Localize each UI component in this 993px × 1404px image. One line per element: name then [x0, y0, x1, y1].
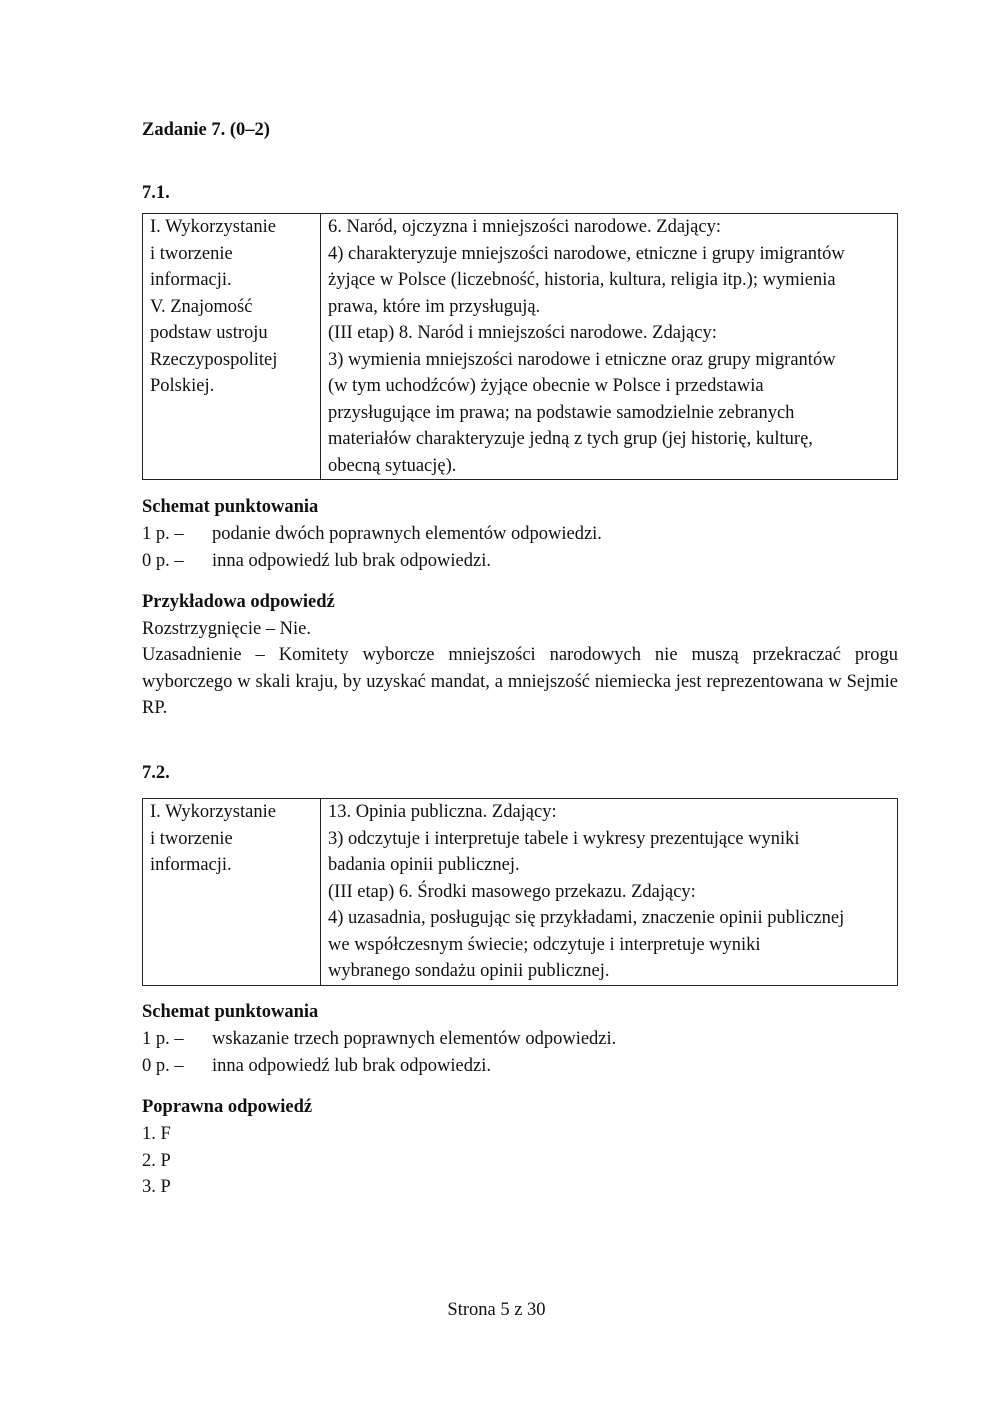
req-line: I. Wykorzystanie	[150, 802, 276, 822]
req-line: i tworzenie	[150, 243, 233, 264]
req-line: 3) odczytuje i interpretuje tabele i wykresy prezentujące wyniki	[328, 828, 800, 849]
scoring-row	[142, 548, 898, 575]
req-line: prawa, które im przysługują.	[328, 296, 541, 317]
scoring-text: wskazanie trzech poprawnych elementów odpowiedzi.	[212, 1029, 617, 1049]
req-line: 4) uzasadnia, posługując się przykładami, znaczenie opinii publicznej	[328, 908, 845, 928]
req-line: Polskiej.	[150, 376, 215, 396]
req-line: materiałów charakteryzuje jedną z tych grup (jej historię, kulturę,	[328, 429, 813, 449]
requirements-table-7-1	[142, 213, 898, 480]
scoring-list	[142, 1026, 898, 1079]
scoring-text: podanie dwóch poprawnych elementów odpowiedzi.	[212, 524, 602, 544]
scoring-row	[142, 521, 898, 548]
req-line: obecną sytuację).	[328, 455, 457, 476]
scoring-text: inna odpowiedź lub brak odpowiedzi.	[212, 550, 491, 571]
answer-heading: Przykładowa odpowiedź	[142, 592, 335, 612]
scoring-points: 1 p. –	[142, 1029, 184, 1049]
requirements-detailed-cell	[321, 799, 898, 986]
requirements-table-7-2	[142, 798, 898, 986]
scoring-heading: Schemat punktowania	[142, 497, 319, 517]
req-line: (III etap) 6. Środki masowego przekazu. Zdający:	[328, 881, 696, 902]
requirements-detailed-cell	[321, 214, 898, 480]
scoring-text: inna odpowiedź lub brak odpowiedzi.	[212, 1055, 491, 1076]
scoring-row	[142, 1026, 898, 1053]
task-title: Zadanie 7. (0–2)	[142, 120, 270, 140]
req-line: informacji.	[150, 270, 232, 290]
req-line: podstaw ustroju	[150, 323, 268, 343]
req-line: i tworzenie	[150, 828, 233, 849]
req-line: przysługujące im prawa; na podstawie samodzielnie zebranych	[328, 402, 795, 423]
scoring-points: 0 p. –	[142, 1055, 184, 1076]
req-line: 4) charakteryzuje mniejszości narodowe, etniczne i grupy imigrantów	[328, 243, 845, 264]
scoring-points: 1 p. –	[142, 524, 184, 544]
req-line: we współczesnym świecie; odczytuje i interpretuje wyniki	[328, 934, 761, 955]
req-line: (w tym uchodźców) żyjące obecnie w Polsce i przedstawia	[328, 376, 764, 396]
scoring-list	[142, 521, 898, 574]
answer-item: 1. F	[142, 1124, 171, 1144]
scoring-points: 0 p. –	[142, 550, 184, 571]
req-line: (III etap) 8. Naród i mniejszości narodowe. Zdający:	[328, 323, 717, 343]
req-line: 6. Naród, ojczyzna i mniejszości narodowe. Zdający:	[328, 217, 721, 237]
answer-list	[142, 1121, 171, 1201]
req-line: żyjące w Polsce (liczebność, historia, kultura, religia itp.); wymienia	[328, 270, 836, 290]
answer-justification: Uzasadnienie – Komitety wyborcze mniejszości narodowych nie muszą przekraczać progu wyborczego w skali kraju, by uzyskać mandat, a mniejszość niemiecka jest reprezentowana w Sejmie RP.	[142, 645, 898, 718]
req-line: badania opinii publicznej.	[328, 855, 520, 875]
req-line: I. Wykorzystanie	[150, 217, 276, 237]
answer-heading: Poprawna odpowiedź	[142, 1097, 313, 1117]
req-line: V. Znajomość	[150, 296, 253, 317]
requirements-general-cell	[143, 214, 321, 480]
scoring-heading: Schemat punktowania	[142, 1002, 319, 1022]
req-line: 13. Opinia publiczna. Zdający:	[328, 802, 557, 822]
page-number: Strona 5 z 30	[447, 1300, 546, 1320]
answer-item: 3. P	[142, 1177, 171, 1197]
section-label-7-2: 7.2.	[142, 763, 170, 783]
answer-verdict: Rozstrzygnięcie – Nie.	[142, 619, 312, 639]
scoring-row	[142, 1053, 898, 1080]
answer-item: 2. P	[142, 1150, 171, 1171]
req-line: wybranego sondażu opinii publicznej.	[328, 961, 610, 981]
section-label-7-1: 7.1.	[142, 183, 170, 203]
req-line: informacji.	[150, 855, 232, 875]
req-line: 3) wymienia mniejszości narodowe i etniczne oraz grupy migrantów	[328, 349, 836, 370]
requirements-general-cell	[143, 799, 321, 986]
req-line: Rzeczypospolitej	[150, 349, 278, 370]
